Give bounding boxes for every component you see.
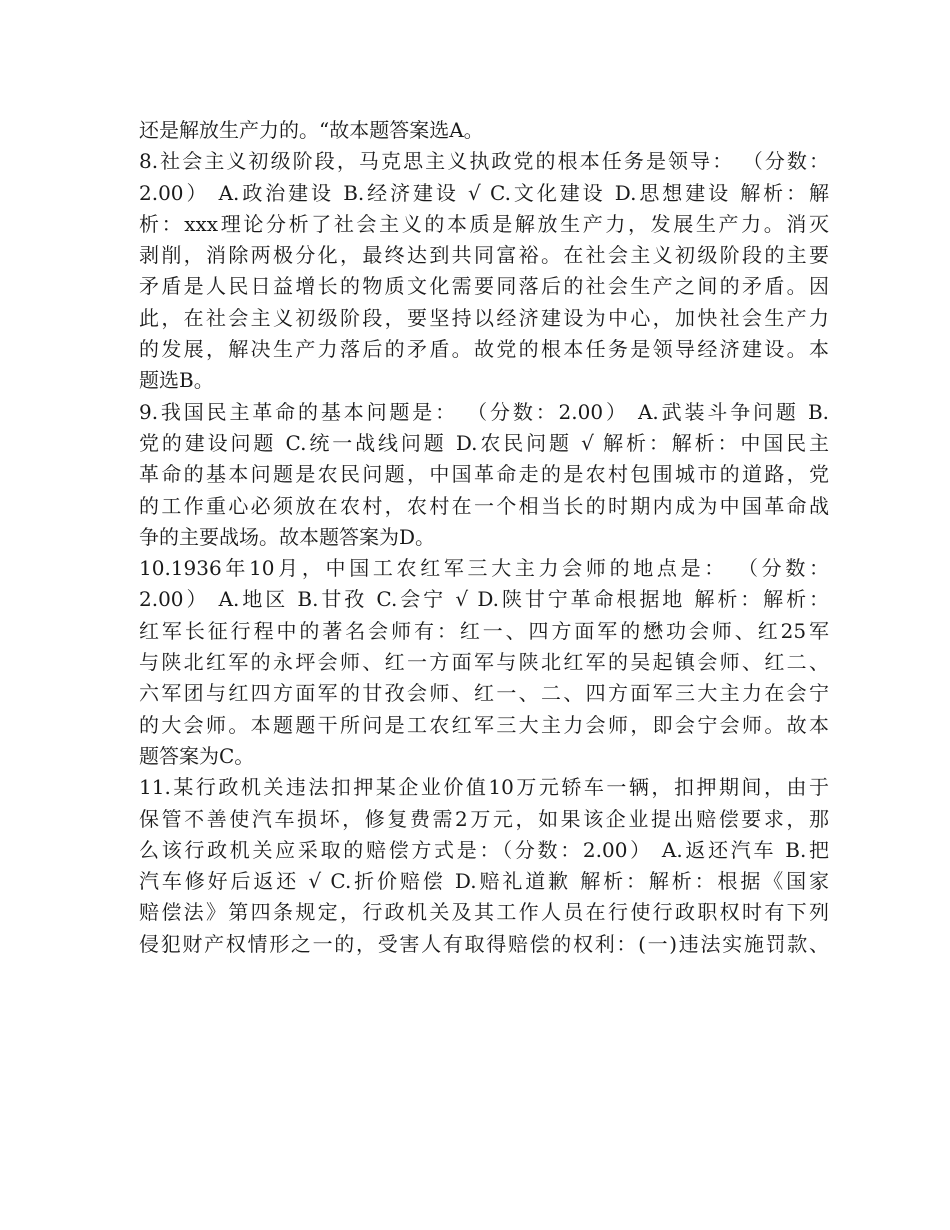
text-line: 2.00） A.地区 B.甘孜 C.会宁 √ D.陕甘宁革命根据地 解析：解析：	[139, 587, 829, 612]
text-line: 10.1936年10月，中国工农红军三大主力会师的地点是： （分数：	[139, 556, 829, 581]
text-line: 与陕北红军的永坪会师、红一方面军与陕北红军的吴起镇会师、红二、	[139, 650, 829, 675]
text-line: 党的建设问题 C.统一战线问题 D.农民问题 √ 解析：解析：中国民主	[139, 430, 829, 455]
text-line: 题答案为C。	[139, 743, 255, 768]
document-page	[139, 115, 829, 960]
text-line: 汽车修好后返还 √ C.折价赔偿 D.赔礼道歉 解析：解析：根据《国家	[139, 869, 829, 894]
text-line: 8.社会主义初级阶段，马克思主义执政党的根本任务是领导： （分数：	[139, 149, 829, 174]
text-line: 保管不善使汽车损坏，修复费需2万元，如果该企业提出赔偿要求，那	[139, 806, 829, 831]
text-line: 剥削，消除两极分化，最终达到共同富裕。在社会主义初级阶段的主要	[139, 243, 829, 268]
text-line: 革命的基本问题是农民问题，中国革命走的是农村包围城市的道路，党	[139, 462, 829, 487]
text-line: 此，在社会主义初级阶段，要坚持以经济建设为中心，加快社会生产力	[139, 305, 829, 330]
text-line: 还是解放生产力的。“故本题答案选A。	[139, 118, 484, 142]
text-line: 11.某行政机关违法扣押某企业价值10万元轿车一辆，扣押期间，由于	[139, 775, 829, 800]
text-line: 析：xxx理论分析了社会主义的本质是解放生产力，发展生产力。消灭	[139, 211, 829, 236]
text-line: 赔偿法》第四条规定，行政机关及其工作人员在行使行政职权时有下列	[139, 900, 829, 925]
text-line: 题选B。	[139, 368, 214, 393]
text-line: 六军团与红四方面军的甘孜会师、红一、二、四方面军三大主力在会宁	[139, 681, 829, 706]
text-line: 侵犯财产权情形之一的，受害人有取得赔偿的权利：(一)违法实施罚款、	[139, 931, 829, 956]
text-line: 9.我国民主革命的基本问题是： （分数：2.00） A.武装斗争问题 B.	[139, 399, 829, 424]
text-line: 争的主要战场。故本题答案为D。	[139, 524, 436, 549]
text-line: 的大会师。本题题干所问是工农红军三大主力会师，即会宁会师。故本	[139, 712, 829, 737]
text-line: 的发展，解决生产力落后的矛盾。故党的根本任务是领导经济建设。本	[139, 337, 829, 362]
text-line: 矛盾是人民日益增长的物质文化需要同落后的社会生产之间的矛盾。因	[139, 274, 829, 299]
text-line: 2.00） A.政治建设 B.经济建设 √ C.文化建设 D.思想建设 解析：解	[139, 180, 829, 205]
text-line: 么该行政机关应采取的赔偿方式是：（分数：2.00） A.返还汽车 B.把	[139, 837, 829, 862]
text-line: 红军长征行程中的著名会师有：红一、四方面军的懋功会师、红25军	[139, 618, 829, 643]
text-line: 的工作重心必须放在农村，农村在一个相当长的时期内成为中国革命战	[139, 493, 829, 518]
